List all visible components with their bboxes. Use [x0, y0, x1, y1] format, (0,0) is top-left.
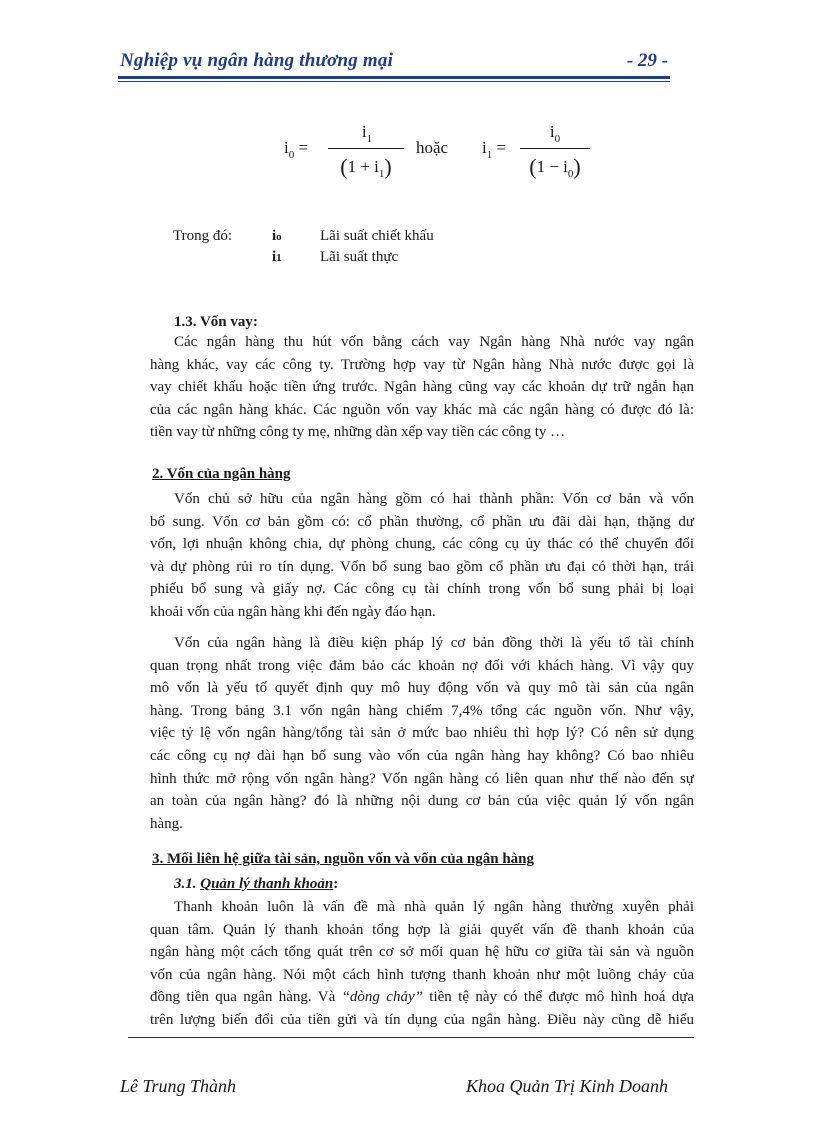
- italic-term: “dòng chảy”: [341, 989, 423, 1006]
- paragraph-line: Các ngân hàng thu hút vốn bằng cách vay Ngân hàng Nhà nước vay ngân: [174, 334, 694, 350]
- fraction-bar-1: [328, 148, 404, 149]
- formula-denominator-1: $(1 + i_1)$: [340, 154, 392, 180]
- paragraph-line: trên lượng biến đổi của tiền gửi và tín dụng của ngân hàng. Điều này cũng dễ hiểu: [150, 1011, 694, 1028]
- paragraph-line: vốn, lợi nhuận không chia, dự phòng chung, các công cụ ủy thác có thể chuyển đổi: [150, 536, 694, 553]
- paragraph-line: Vốn chủ sở hữu của ngân hàng gồm có hai thành phần: Vốn cơ bản và vốn: [174, 491, 694, 507]
- footer-rule: [128, 1037, 694, 1038]
- paragraph-line: vay chiết khấu hoặc tiền ứng trước. Ngân hàng cũng vay các khoản dự trữ ngắn hạn: [150, 379, 694, 396]
- paragraph-line: Vốn của ngân hàng là điều kiện pháp lý cơ bản đồng thời là yếu tố tài chính: [174, 635, 694, 651]
- paragraph-line: hàng khác, vay các công ty. Trường hợp vay từ Ngân hàng Nhà nước được gọi là: [150, 356, 694, 373]
- section-2-paragraph-1: [150, 488, 694, 624]
- paragraph-line: các công cụ nợ dài hạn bổ sung vào vốn của ngân hàng hay không? Có bao nhiêu: [150, 747, 694, 764]
- paragraph-line: quan trọng nhất trong việc đảm bảo các khoản nợ đối với khách hàng. Vì vậy quy: [150, 657, 694, 674]
- paragraph-line: việc tỷ lệ vốn ngân hàng/tổng tài sản ở mức bao nhiêu thì hợp lý? Có nên sử dụng: [150, 725, 694, 742]
- formula-lhs-2: $i_1$ =: [482, 138, 507, 161]
- paragraph-line: bổ sung. Vốn cơ bản gồm có: cổ phần thường, cổ phần ưu đãi dài hạn, thặng dư: [150, 513, 694, 530]
- fraction-bar-2: [520, 148, 590, 149]
- section-3-1-paragraph: [150, 896, 694, 1032]
- formula-numerator-2: $i_0$: [549, 122, 561, 145]
- page-header: [120, 50, 668, 74]
- definition-meaning-0: Lãi suất chiết khấu: [320, 228, 434, 244]
- paragraph-line: phiếu bổ sung và giấy nợ. Các công cụ tài chính trong vốn bổ sung phải bị loại: [150, 581, 694, 598]
- paragraph-line: khoải vốn của ngân hàng khi đến ngày đáo hạn.: [150, 603, 436, 620]
- section-1-3-paragraph: [150, 331, 694, 444]
- section-2-heading: 2. Vốn của ngân hàng: [152, 466, 291, 482]
- discount-rate-formula: [280, 122, 600, 182]
- section-1-3-heading: 1.3. Vốn vay:: [174, 314, 258, 330]
- paragraph-line: đồng tiền qua ngân hàng. Và “dòng chảy” tiền tệ này có thể được mô hình hoá dựa: [150, 989, 694, 1006]
- section-2-paragraph-2: [150, 632, 694, 835]
- header-rule-thin: [118, 81, 670, 82]
- paragraph-line: mô vốn là yếu tố quyết định quy mô huy động vốn và quy mô tài sản của ngân: [150, 680, 694, 697]
- formula-numerator-1: $i_1$: [361, 122, 373, 145]
- paragraph-line: hàng.: [150, 815, 183, 832]
- paragraph-line: tiền vay từ những công ty mẹ, những dàn xếp vay tiền các công ty …: [150, 424, 566, 441]
- paragraph-line: quan tâm. Quản lý thanh khoản tổng hợp là giải quyết vấn đề thanh khoản của: [150, 921, 694, 938]
- paragraph-line: của các ngân hàng khác. Các nguồn vốn vay khác mà các ngân hàng có được đó là:: [150, 401, 694, 418]
- footer-faculty: Khoa Quản Trị Kinh Doanh: [466, 1076, 669, 1096]
- formula-connector: hoặc: [416, 138, 449, 157]
- paragraph-line: hình thức mở rộng vốn ngân hàng? Vốn ngân hàng có liên quan như thế nào đến sự: [150, 770, 694, 787]
- header-title: Nghiệp vụ ngân hàng thương mại: [120, 50, 394, 71]
- definition-symbol-0: io: [272, 228, 282, 244]
- footer-author: Lê Trung Thành: [120, 1076, 237, 1096]
- paragraph-line: Thanh khoản luôn là vấn đề mà nhà quản lý ngân hàng thường xuyên phải: [174, 899, 694, 915]
- paragraph-line: hàng. Trong bảng 3.1 vốn ngân hàng chiếm 7,4% tổng các nguồn vốn. Như vậy,: [150, 702, 694, 719]
- page-number: - 29 -: [626, 50, 668, 71]
- paragraph-line: an toàn của ngân hàng? đó là những nội dung cơ bản của việc quản lý vốn ngân: [150, 793, 694, 810]
- definitions-intro: Trong đó:: [173, 228, 233, 244]
- formula-lhs-1: $i_0$ =: [284, 138, 309, 161]
- section-3-heading: 3. Mối liên hệ giữa tài sản, nguồn vốn và vốn của ngân hàng: [152, 851, 535, 867]
- header-rule: [118, 76, 670, 79]
- paragraph-line: vốn của ngân hàng. Nói một cách hình tượng thanh khoản như một luồng chảy của: [150, 966, 694, 983]
- definition-meaning-1: Lãi suất thực: [320, 249, 399, 265]
- paragraph-line: ngân hàng một cách tổng quát trên cơ sở mối quan hệ hữu cơ giữa tài sản và nguồn: [150, 944, 694, 961]
- definition-symbol-1: i1: [272, 249, 282, 265]
- formula-denominator-2: $(1 - i_0)$: [529, 154, 581, 180]
- paragraph-line: và dự phòng rủi ro tín dụng. Vốn bổ sung bao gồm cổ phần ưu đại có thời hạn, trái: [150, 558, 694, 575]
- section-3-1-heading: 3.1. Quản lý thanh khoản:: [174, 876, 339, 892]
